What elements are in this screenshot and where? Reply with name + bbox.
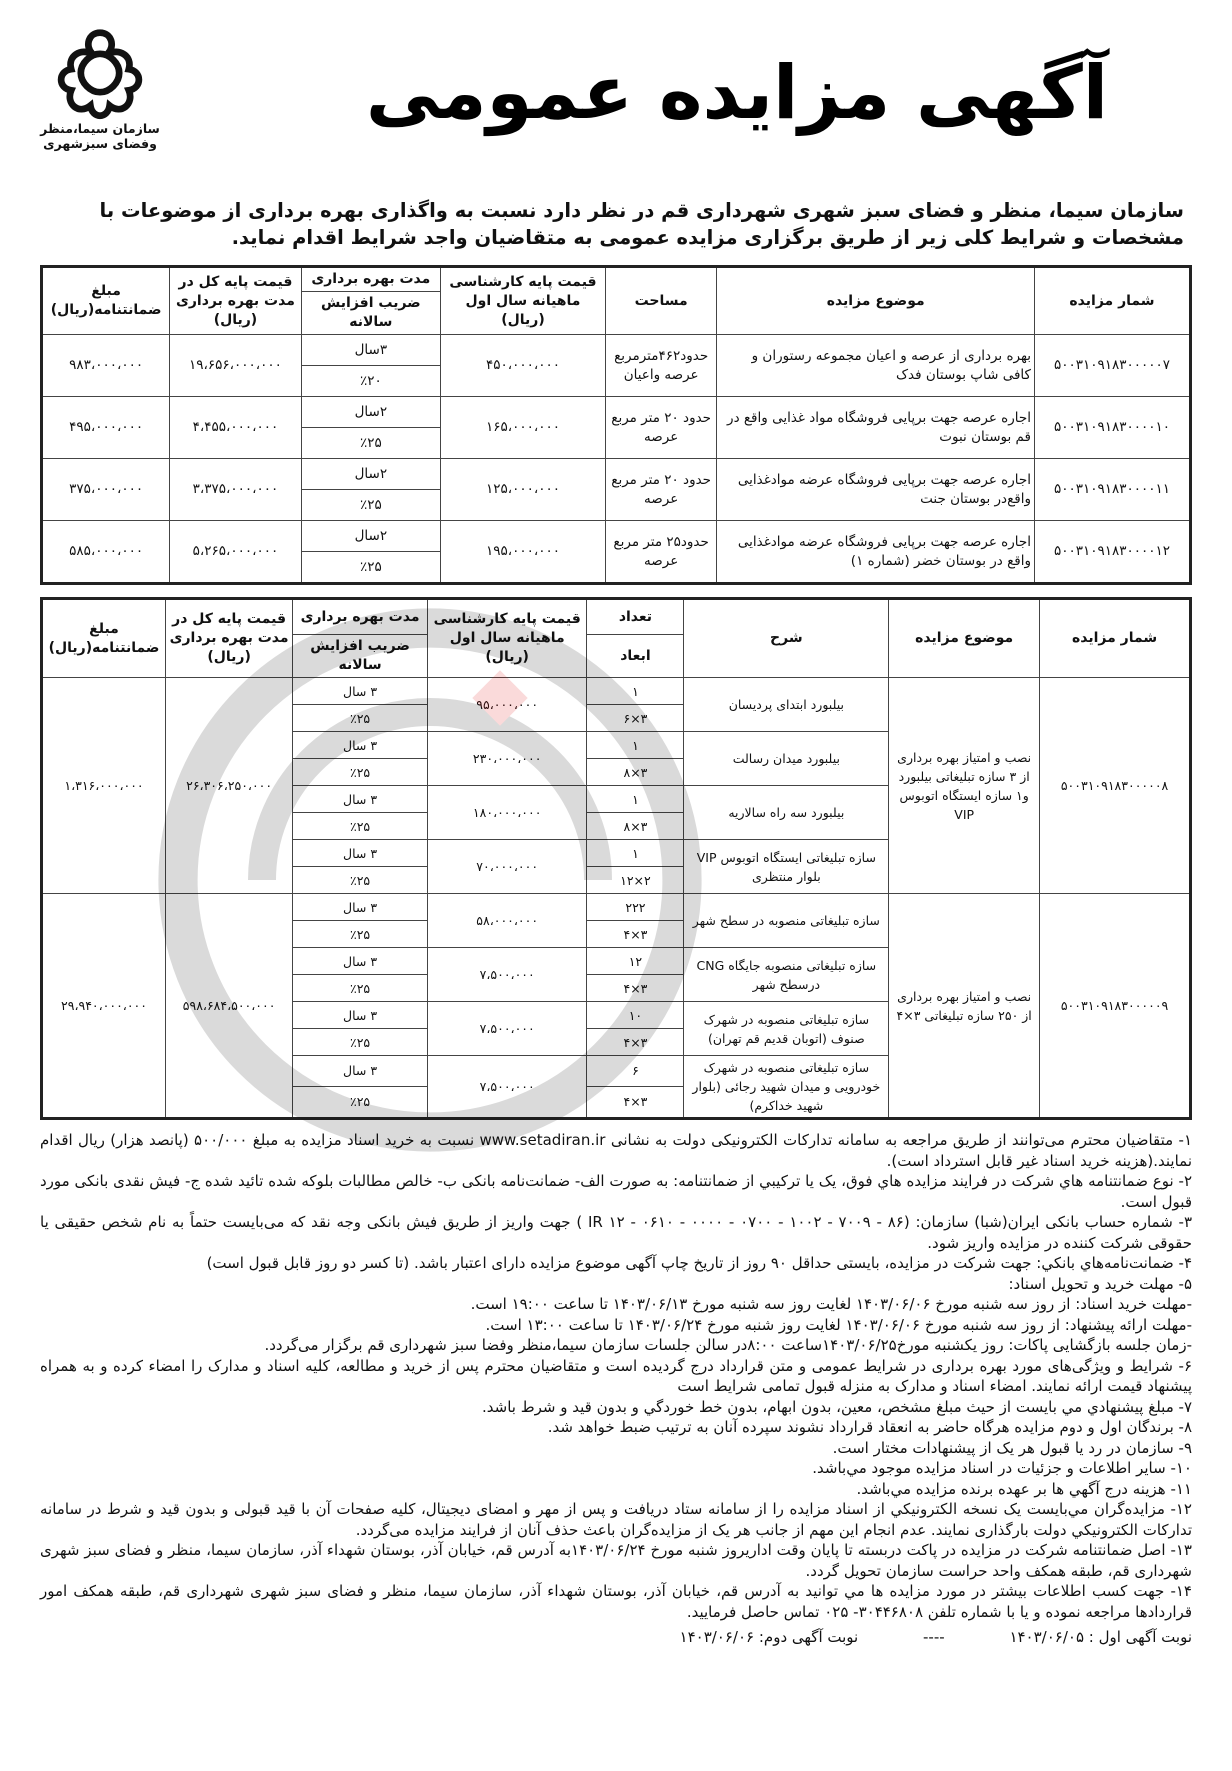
auction-area: حدود۴۶۲مترمربع عرصه واعیان	[605, 335, 716, 397]
duration: ۳ سال	[293, 840, 428, 867]
auction-subject: نصب و امتیاز بهره برداری از ۲۵۰ سازه تبلیغاتی ۳×۴	[889, 894, 1040, 1119]
item-desc: سازه تبلیغاتی ایستگاه اتوبوس VIP بلوار منتظری	[684, 840, 889, 894]
condition-item: ۸- برندگان اول و دوم مزایده هرگاه حاضر به انعقاد قرارداد نشوند سپرده آنان به ترتیب ضبط خواهد شد.	[547, 1418, 1192, 1436]
header	[40, 20, 1192, 185]
auction-subject: بهره برداری از عرصه و اعیان مجموعه رستوران و کافی شاپ بوستان فدک	[717, 335, 1035, 397]
item-desc: بیلبورد ابتدای پردیسان	[684, 678, 889, 732]
total-price: ۴،۴۵۵،۰۰۰،۰۰۰	[170, 397, 302, 459]
auction-number: ۵۰۰۳۱۰۹۱۸۳۰۰۰۰۱۰	[1034, 397, 1190, 459]
table-row	[42, 894, 1191, 921]
guarantee-amount: ۵۸۵،۰۰۰،۰۰۰	[42, 521, 170, 584]
intro-text: سازمان سیما، منظر و فضای سبز شهری شهرداری قم در نظر دارد نسبت به واگذاری بهره برداری از موضوعات با مشخصات و شرایط کلی زیر از طریق برگزاری مزایده عمومی به متقاضیان واجد شرایط اقدام نماید.	[99, 199, 1184, 249]
condition-item: ۵- مهلت خرید و تحویل اسناد:	[1008, 1274, 1192, 1293]
separator: ----	[923, 1628, 945, 1646]
t1-header-total: قیمت پایه کل در مدت بهره برداری (ریال)	[170, 267, 302, 335]
duration: ۳ سال	[293, 894, 428, 921]
t1-header-area: مساحت	[605, 267, 716, 335]
duration: ۳ سال	[293, 948, 428, 975]
guarantee-amount: ۲۹،۹۴۰،۰۰۰،۰۰۰	[42, 894, 166, 1119]
annual-increase: ٪۲۵	[293, 1086, 428, 1118]
item-dims: ۳×۸	[587, 759, 684, 786]
duration: ۳ سال	[293, 732, 428, 759]
item-count: ۲۲۲	[587, 894, 684, 921]
auction-subject: اجاره عرصه جهت برپایی فروشگاه مواد غذایی واقع در قم بوستان نبوت	[717, 397, 1035, 459]
t1-header-base-price: قیمت پایه کارشناسی ماهیانه سال اول (ریال)	[441, 267, 606, 335]
item-dims: ۳×۴	[587, 1029, 684, 1056]
base-price: ۷،۵۰۰،۰۰۰	[427, 1056, 587, 1119]
annual-increase: ٪۲۵	[301, 490, 440, 521]
item-dims: ۳×۴	[587, 975, 684, 1002]
condition-item: ۶- شرایط و ویژگی‌های مورد بهره برداری در شرایط عمومی و متن قرارداد درج گردیده است و متقاضیان محترم پس از خرید و مطالعه، کلیه اسناد و مدارک را امضاء کرده و به همراه پیشنهاد قیمت ارائه نمایند. امضاء اسناد و مدارک به منزله قبول تمامی شرایط است	[40, 1356, 1192, 1395]
condition-item: ۴- ضمانت‌نامه‌هاي بانكي: جهت شرکت در مزایده، بایستی حداقل ۹۰ روز از تاریخ چاپ آگهی موضوع مزایده دارای اعتبار باشد. (تا کسر دو روز قابل قبول است)	[206, 1254, 1192, 1272]
annual-increase: ٪۲۵	[293, 1029, 428, 1056]
auction-area: حدود ۲۰ متر مربع عرصه	[605, 459, 716, 521]
base-price: ۱۲۵،۰۰۰،۰۰۰	[441, 459, 606, 521]
base-price: ۴۵۰،۰۰۰،۰۰۰	[441, 335, 606, 397]
auction-area: حدود ۲۰ متر مربع عرصه	[605, 397, 716, 459]
t2-header-number: شمار مزایده	[1040, 599, 1191, 678]
org-logo	[40, 25, 160, 175]
t2-header-subject: موضوع مزایده	[889, 599, 1040, 678]
item-dims: ۲×۱۲	[587, 867, 684, 894]
duration: ۲سال	[301, 397, 440, 428]
duration: ۳ سال	[293, 678, 428, 705]
annual-increase: ٪۲۵	[293, 813, 428, 840]
auction-subject: اجاره عرصه جهت برپایی فروشگاه عرضه موادغذایی واقع‌در بوستان جنت	[717, 459, 1035, 521]
condition-item: -مهلت ارائه پیشنهاد: از روز سه شنبه مورخ ۱۴۰۳/۰۶/۰۶ لغایت روز شنبه مورخ ۱۴۰۳/۰۶/۲۴ تا ساعت ۱۳:۰۰ است.	[485, 1315, 1192, 1334]
first-publication: نوبت آگهی اول : ۱۴۰۳/۰۶/۰۵	[1009, 1628, 1192, 1646]
item-dims: ۳×۸	[587, 813, 684, 840]
base-price: ۱۸۰،۰۰۰،۰۰۰	[427, 786, 587, 840]
item-desc: سازه تبلیغاتی منصوبه در سطح شهر	[684, 894, 889, 948]
base-price: ۷،۵۰۰،۰۰۰	[427, 1002, 587, 1056]
item-desc: سازه تبلیغاتی منصوبه در شهرک صنوف (اتوبان قدیم قم تهران)	[684, 1002, 889, 1056]
t1-header-subject: موضوع مزایده	[717, 267, 1035, 335]
total-price: ۱۹،۶۵۶،۰۰۰،۰۰۰	[170, 335, 302, 397]
auction-subject: نصب و امتیاز بهره برداری از ۳ سازه تبلیغاتی بیلبورد و۱ سازه ایستگاه اتوبوس VIP	[889, 678, 1040, 894]
duration: ۳ سال	[293, 1056, 428, 1087]
condition-item: ۲- نوع ضمانتنامه هاي شركت در فرايند مزايده هاي فوق، يک يا تركيبي از ضمانتنامه: به صورت الف- ضمانت‌نامه بانکی ب- خالص مطالبات بلوکه شده تائید شده ج- فیش نقدی بانکی مورد قبول است.	[40, 1172, 1192, 1211]
base-price: ۱۹۵،۰۰۰،۰۰۰	[441, 521, 606, 584]
auction-area: حدود۲۵ متر مربع عرصه	[605, 521, 716, 584]
t1-header-increase: ضریب افزایش سالانه	[301, 292, 440, 335]
total-price: ۵،۲۶۵،۰۰۰،۰۰۰	[170, 521, 302, 584]
condition-item: ۱۱- هزینه درج آگهي ها بر عهده برنده مزایده مي‌باشد.	[856, 1479, 1192, 1498]
auction-table-2	[40, 597, 1192, 1120]
t1-header-number: شمار مزایده	[1034, 267, 1190, 335]
item-count: ۱۰	[587, 1002, 684, 1029]
item-count: ۱	[587, 840, 684, 867]
condition-item: ۱- متقاضیان محترم می‌توانند از طریق مراجعه به سامانه تدارکات الکترونیکی دولت به نشانی www.setadiran.ir نسبت به خرید اسناد مزایده به مبلغ ۵۰۰/۰۰۰ (پانصد هزار) ریال اقدام نمایند.(هزینه خرید اسناد غیر قابل استرداد است).	[40, 1131, 1192, 1170]
t2-header-base-price: قیمت پایه کارشناسی ماهیانه سال اول (ریال)	[427, 599, 587, 678]
t2-header-total: قیمت پایه کل در مدت بهره برداری (ریال)	[166, 599, 293, 678]
base-price: ۲۳۰،۰۰۰،۰۰۰	[427, 732, 587, 786]
item-count: ۱	[587, 732, 684, 759]
condition-item: ۱۴- جهت کسب اطلاعات بیشتر در مورد مزایده ها مي توانید به آدرس قم، خیابان آذر، بوستان شهداء آذر، سازمان سیما، منظر و فضای سبز شهری شهرداری قم، طبقه همکف امور قراردادها مراجعه نموده و یا با شماره تلفن ۳۰۴۴۶۸۰۸- ۰۲۵ تماس حاصل فرمایید.	[40, 1582, 1192, 1621]
auction-number: ۵۰۰۳۱۰۹۱۸۳۰۰۰۰۰۷	[1034, 335, 1190, 397]
org-name-line2: وفضای سبزشهری	[43, 136, 157, 151]
base-price: ۹۵،۰۰۰،۰۰۰	[427, 678, 587, 732]
t2-header-count: تعداد	[587, 599, 684, 635]
item-desc: بیلبورد میدان رسالت	[684, 732, 889, 786]
guarantee-amount: ۴۹۵،۰۰۰،۰۰۰	[42, 397, 170, 459]
guarantee-amount: ۱،۳۱۶،۰۰۰،۰۰۰	[42, 678, 166, 894]
annual-increase: ٪۲۵	[293, 867, 428, 894]
flower-logo-icon	[52, 25, 148, 121]
item-desc: سازه تبلیغاتی منصوبه در شهرک خودرویی و میدان شهید رجائی (بلوار شهید خداکرم)	[684, 1056, 889, 1119]
item-count: ۱	[587, 786, 684, 813]
duration: ۳ سال	[293, 1002, 428, 1029]
table-row	[42, 521, 1191, 552]
auction-number: ۵۰۰۳۱۰۹۱۸۳۰۰۰۰۰۹	[1040, 894, 1191, 1119]
base-price: ۷،۵۰۰،۰۰۰	[427, 948, 587, 1002]
auction-number: ۵۰۰۳۱۰۹۱۸۳۰۰۰۰۰۸	[1040, 678, 1191, 894]
base-price: ۵۸،۰۰۰،۰۰۰	[427, 894, 587, 948]
t1-header-duration: مدت بهره برداری	[301, 267, 440, 292]
condition-item: ۳- شماره حساب بانکی ایران(شبا) سازمان: (۸۶ - ۷۰۰۹ - ۱۰۰۲ - ۰۷۰۰ - ۰۰۰۰ - ۰۶۱۰ - ۱۲ IR ) جهت واریز از طریق فیش بانکی وجه نقد که می‌بایست حتماً به نام شخص حقیقی یا حقوقی شرکت کننده در مزایده واریز شود.	[40, 1213, 1193, 1252]
t2-header-guarantee: مبلغ ضمانتنامه(ریال)	[42, 599, 166, 678]
annual-increase: ٪۲۵	[293, 705, 428, 732]
condition-item: ۷- مبلغ پیشنهادي مي بایست از حیث مبلغ مشخص، معین، بدون ابهام، بدون خط خوردگي و بدون قید و شرط باشد.	[482, 1397, 1192, 1416]
annual-increase: ٪۲۵	[293, 921, 428, 948]
conditions-list	[40, 1130, 1192, 1622]
page-title: آگهی مزایده عمومی	[365, 50, 1109, 136]
table-row	[42, 335, 1191, 366]
annual-increase: ٪۲۵	[301, 428, 440, 459]
condition-item: ۱۲- مزایده‌گران مي‌بایست یک نسخه الکترونیکي از اسناد مزایده را از سامانه ستاد دریافت و پس از مهر و امضای دیجیتال، کلیه صفحات آن با قید قبولی و بدون قید و شرط در سامانه تدارکات الکترونیکي دولت بارگذاری نمایند. عدم انجام این مهم از جانب هر یک از مزایده‌گران باعث حذف آنان از فرایند مزایده می‌گردد.	[40, 1500, 1192, 1539]
total-price: ۲۶،۳۰۶،۲۵۰،۰۰۰	[166, 678, 293, 894]
condition-item: ۱۰- سایر اطلاعات و جزئیات در اسناد مزایده موجود مي‌باشد.	[812, 1459, 1192, 1477]
publication-dates	[40, 1628, 1192, 1646]
auction-number: ۵۰۰۳۱۰۹۱۸۳۰۰۰۰۱۲	[1034, 521, 1190, 584]
item-count: ۱۲	[587, 948, 684, 975]
condition-item: -زمان جلسه بازگشایی پاکات: روز یکشنبه مورخ۱۴۰۳/۰۶/۲۵ساعت ۸:۰۰در سالن جلسات سازمان سیما،منظر وفضا سبز شهرداری قم برگزار می‌گردد.	[264, 1336, 1192, 1354]
item-dims: ۳×۴	[587, 1086, 684, 1118]
auction-table-1	[40, 265, 1192, 585]
table-row	[42, 459, 1191, 490]
condition-item: -مهلت خرید اسناد: از روز سه شنبه مورخ ۱۴۰۳/۰۶/۰۶ لغایت روز سه شنبه مورخ ۱۴۰۳/۰۶/۱۳ تا ساعت ۱۹:۰۰ است.	[470, 1295, 1192, 1313]
total-price: ۵۹۸،۶۸۴،۵۰۰،۰۰۰	[166, 894, 293, 1119]
item-count: ۶	[587, 1056, 684, 1087]
t2-header-increase: ضریب افزایش سالانه	[293, 635, 428, 678]
auction-number: ۵۰۰۳۱۰۹۱۸۳۰۰۰۰۱۱	[1034, 459, 1190, 521]
condition-item: ۹- سازمان در رد یا قبول هر یک از پیشنهادات مختار است.	[832, 1438, 1192, 1457]
duration: ۲سال	[301, 459, 440, 490]
duration: ۳سال	[301, 335, 440, 366]
item-desc: بیلبورد سه راه سالاریه	[684, 786, 889, 840]
annual-increase: ٪۲۵	[293, 975, 428, 1002]
second-publication: نوبت آگهی دوم: ۱۴۰۳/۰۶/۰۶	[679, 1628, 859, 1646]
guarantee-amount: ۳۷۵،۰۰۰،۰۰۰	[42, 459, 170, 521]
table-row	[42, 397, 1191, 428]
duration: ۲سال	[301, 521, 440, 552]
total-price: ۳،۳۷۵،۰۰۰،۰۰۰	[170, 459, 302, 521]
base-price: ۱۶۵،۰۰۰،۰۰۰	[441, 397, 606, 459]
condition-item: ۱۳- اصل ضمانتنامه شرکت در مزایده در پاکت دربسته تا پایان وقت اداریروز شنبه مورخ ۱۴۰۳/۰۶/۲۴به آدرس قم، خیابان آذر، بوستان شهداء آذر، سازمان سیما، منظر و فضای سبز شهری شهرداری قم، طبقه همکف واحد حراست سازمان تحویل گردد.	[40, 1541, 1192, 1580]
auction-subject: اجاره عرصه جهت برپایی فروشگاه عرضه موادغذایی واقع در بوستان خضر (شماره ۱)	[717, 521, 1035, 584]
item-dims: ۳×۶	[587, 705, 684, 732]
t2-header-duration: مدت بهره برداری	[293, 599, 428, 635]
table-row	[42, 678, 1191, 705]
duration: ۳ سال	[293, 786, 428, 813]
annual-increase: ٪۲۰	[301, 366, 440, 397]
guarantee-amount: ۹۸۳،۰۰۰،۰۰۰	[42, 335, 170, 397]
item-desc: سازه تبلیغاتی منصوبه جایگاه CNG درسطح شهر	[684, 948, 889, 1002]
base-price: ۷۰،۰۰۰،۰۰۰	[427, 840, 587, 894]
t1-header-guarantee: مبلغ ضمانتنامه(ریال)	[42, 267, 170, 335]
org-name-line1: سازمان سیما،منظر	[40, 121, 160, 136]
t2-header-dims: ابعاد	[587, 635, 684, 678]
annual-increase: ٪۲۵	[293, 759, 428, 786]
t2-header-desc: شرح	[684, 599, 889, 678]
item-dims: ۳×۴	[587, 921, 684, 948]
auction-notice-page	[40, 20, 1192, 1740]
annual-increase: ٪۲۵	[301, 552, 440, 584]
item-count: ۱	[587, 678, 684, 705]
